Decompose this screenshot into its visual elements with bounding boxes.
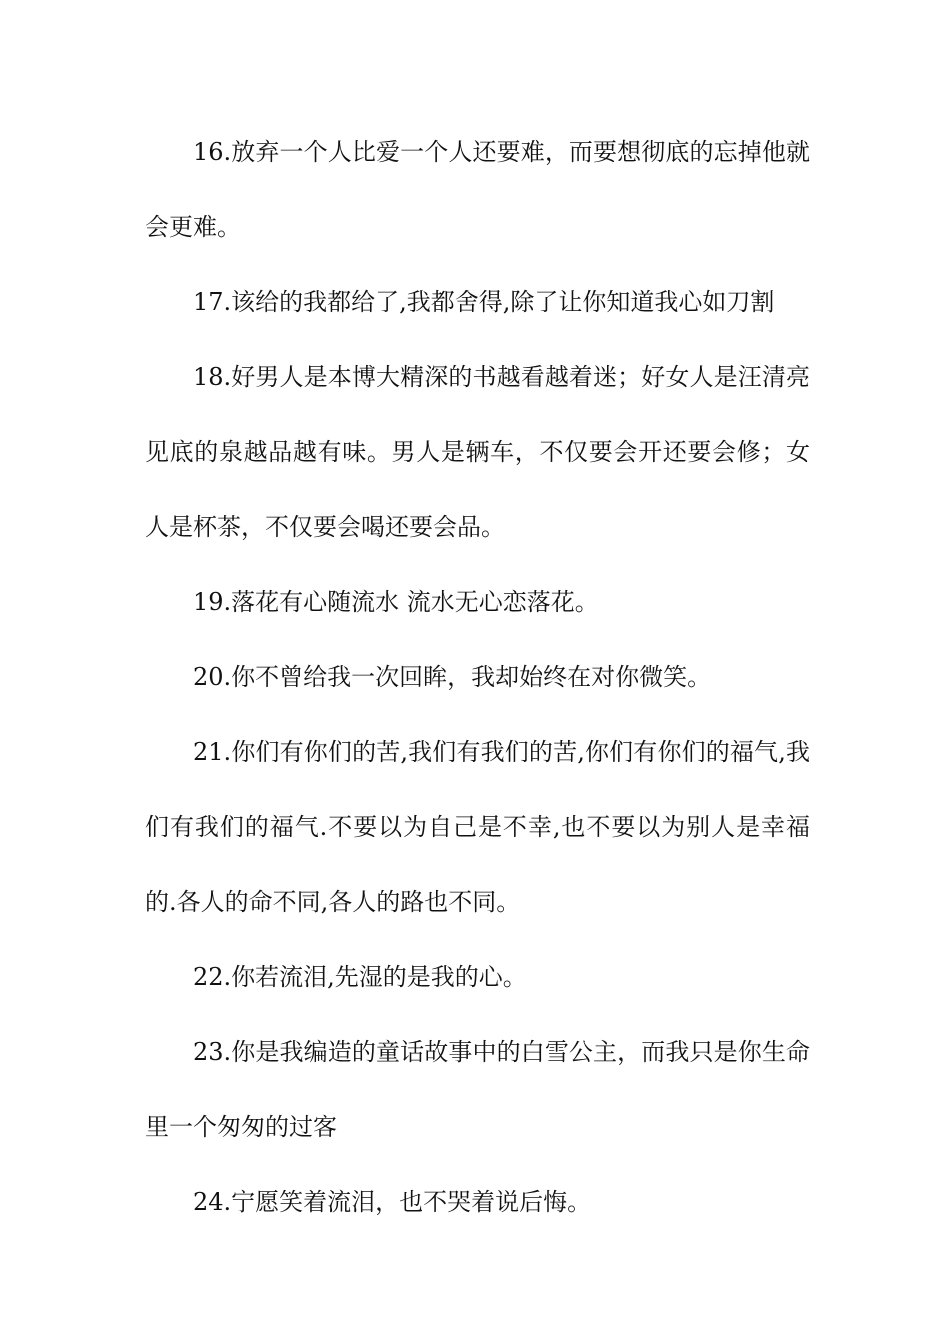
paragraph-22: 22.你若流泪,先湿的是我的心。 (193, 963, 527, 991)
paragraph-24: 24.宁愿笑着流泪，也不哭着说后悔。 (193, 1188, 592, 1216)
paragraph-23: 23.你是我编造的童话故事中的白雪公主，而我只是你生命里一个匆匆的过客 (145, 1038, 810, 1141)
paragraph-18: 18.好男人是本博大精深的书越看越着迷；好女人是汪清亮见底的泉越品越有味。男人是辆车，不仅要会开还要会修；女人是杯茶，不仅要会喝还要会品。 (145, 363, 810, 541)
document-body (145, 115, 810, 1240)
paragraph-19: 19.落花有心随流水 流水无心恋落花。 (193, 588, 599, 616)
paragraph-17: 17.该给的我都给了,我都舍得,除了让你知道我心如刀割 (193, 288, 775, 316)
paragraph-16: 16.放弃一个人比爱一个人还要难，而要想彻底的忘掉他就会更难。 (145, 138, 810, 241)
paragraph-21: 21.你们有你们的苦,我们有我们的苦,你们有你们的福气,我们有我们的福气.不要以为自己是不幸,也不要以为别人是幸福的.各人的命不同,各人的路也不同。 (145, 738, 810, 916)
paragraph-20: 20.你不曾给我一次回眸，我却始终在对你微笑。 (193, 663, 712, 691)
